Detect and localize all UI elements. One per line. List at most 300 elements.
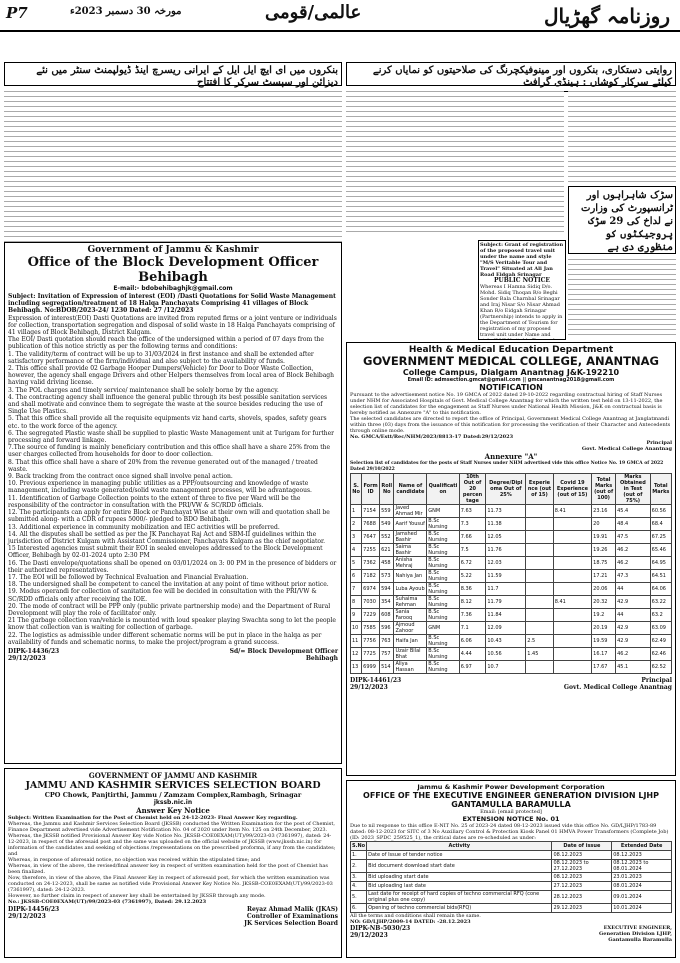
- annexure-caption: Selection list of candidates for the posts of Staff Nurses under NHM advertised vide this office Notice No. 19 GMCA of 2022 Dated 29/10/2022: [350, 461, 664, 472]
- gmc-cell: B.Sc Nursing: [427, 648, 459, 661]
- term-item: 4. The contracting agency shall influence the general public through its best possible sanitation services and shall motivate and convince them to segregate the waste at the source besides reducing the use of Single Use Plastics.: [8, 393, 328, 416]
- gmc-cell: 67.25: [650, 531, 671, 544]
- gmc-cell: 62.49: [650, 635, 671, 648]
- gmc-cell: 6.97: [459, 661, 486, 674]
- notice-title: Answer Key Notice: [136, 806, 210, 815]
- term-item: 5. That this office shall provide all the requisite equipments viz hand carts, shovels, spades, safety gears etc. to the work force of the agency.: [8, 415, 327, 430]
- pdd-cell: 10.01.2024: [612, 904, 672, 913]
- gmc-anantnag-notice: [346, 342, 676, 776]
- masthead-rule: [0, 30, 680, 32]
- gmc-cell: [526, 609, 553, 622]
- gmc-header-cell: Qualificati on: [427, 474, 459, 505]
- gmc-cell: 63.2: [650, 609, 671, 622]
- govt-title: Government of Jammu & Kashmir: [87, 245, 259, 255]
- notice-footer-2: [8, 655, 338, 662]
- gmc-cell: 62.52: [650, 661, 671, 674]
- gmc-cell: 7: [351, 583, 362, 596]
- urdu-headline-1: [346, 62, 676, 86]
- gmc-cell: 7.5: [459, 544, 486, 557]
- signatory-name: Reyaz Ahmad Malik (JKAS): [246, 906, 338, 913]
- gmc-cell: 18.75: [592, 557, 616, 570]
- gmc-cell: [553, 531, 591, 544]
- gmc-cell: [526, 531, 553, 544]
- pdd-cell: 1.: [351, 851, 367, 860]
- pdd-cell: 5.: [351, 891, 367, 904]
- gmc-cell: 9: [351, 609, 362, 622]
- gmc-cell: 12: [351, 648, 362, 661]
- gmc-cell: [526, 583, 553, 596]
- terms-intro: The EOI/ Dasti quotation should reach the office of the undersigned within a period of 07 days from the publication of this notice strictly as per the following terms and conditions:: [8, 336, 324, 351]
- table-row: [351, 505, 672, 518]
- gmc-cell: 10.43: [486, 635, 526, 648]
- gmc-cell: Aliya Hassan: [394, 661, 427, 674]
- signatory: Sd/= Block Development Officer: [229, 647, 338, 655]
- gmc-cell: [553, 557, 591, 570]
- pdd-cell: Bid document download start date: [367, 860, 552, 873]
- gmc-cell: 5.22: [459, 570, 486, 583]
- table-row: [351, 860, 672, 873]
- gmc-cell: Ajmoud Zahoor: [394, 622, 427, 635]
- gmc-cell: 20: [592, 518, 616, 531]
- gmc-cell: 549: [380, 518, 394, 531]
- notice-intro: Expression of interest(EOI) Dasti Quotations are invited from reputed firms or a joint venture or individuals for collection, transportation segregation and disposal of solid waste in 18 Halqa Panchayats comprising of 41 villages of Block Behibagh, District Kulgam.: [8, 314, 337, 337]
- dipk-number: DIPK-NB-5030/23: [350, 925, 411, 932]
- gmc-cell: 7725: [362, 648, 380, 661]
- issue-date: مورخہ 30 دسمبر 2023ء: [70, 6, 182, 17]
- extension-body: Due to nil response to this office E-NIT No. 25 of 2023-24 dated 08-12-2023 issued vide this office No. GD/LJHP/1783-89 dated: 08-12-2023 for SITC of 3 No Auxiliary Control & Protection Kiosk Panel 01 HMVA Power Transformers (Complete Job) (ID: 2023_SPDC_259525_1), the critical dates are re-scheduled as under:: [350, 823, 669, 841]
- college-email: Email ID: admsection.gmcat@gmail.com || gmcanantnag2018@gmail.com: [407, 377, 615, 383]
- gmc-cell: 6.06: [459, 635, 486, 648]
- term-item: 10. Previous experience in managing public utilities as a PPP/outsourcing and knowledge of waste management, including waste generated/solid waste management processes, will be advantageous.: [8, 480, 312, 495]
- gmc-header-cell: S. No: [351, 474, 362, 505]
- notification-title: NOTIFICATION: [479, 383, 543, 392]
- dipk-number: DIPK-14456/23: [8, 906, 60, 913]
- gmc-cell: 8.36: [459, 583, 486, 596]
- gmc-cell: B.Sc Nursing: [427, 544, 459, 557]
- gmc-cell: 19.91: [592, 531, 616, 544]
- term-item: 12. The participants can apply for entire Block or Panchayat Wise at their own will and quotation shall be submitted along- with a CDR of rupees 5000/- pledged to BDO Behibagh.: [8, 509, 330, 524]
- terms-list: [8, 351, 338, 646]
- office-title: Office of the Block Development Officer Behibagh: [27, 255, 319, 285]
- para-1: Whereas, the Jammu and Kashmir Services Selection Board (JKSSB) conducted the Written Examination for the post of Chemist, Finance Department advertised vide Advertisement Notification No. 04 of 2020 under Item No. 125 on 24th December, 2023.: [8, 821, 335, 833]
- gmc-cell: [553, 544, 591, 557]
- gmc-cell: 6999: [362, 661, 380, 674]
- principal-office-2: Govt. Medical College Anantnag: [563, 684, 672, 692]
- para-5: Now, therefore, in view of the above, the Final Answer Key in respect of aforesaid post, for which the written examination was conducted on 24-12-2023, shall be same as notified vide Provisional Answer Key Notice No. JKSSB-COE0EXAM(UT)/99/2023-03 (7361997), dated: 24-12-2023.: [8, 875, 333, 893]
- gmc-cell: 573: [380, 570, 394, 583]
- masthead: [0, 0, 680, 58]
- gmc-header-cell: 10th Out of 20 percen tage: [459, 474, 486, 505]
- gmc-cell: 20.06: [592, 583, 616, 596]
- section-title: عالمی/قومی: [265, 2, 362, 23]
- gmc-cell: 594: [380, 583, 394, 596]
- signatory-title: EXECUTIVE ENGINEER,: [603, 925, 672, 931]
- table-row: [351, 557, 672, 570]
- table-row: [351, 882, 672, 891]
- term-item: 11. Identification of Garbage Collection points to the extent of three to five per Ward will be the responsibility of the contractor in consultation with the PRI/VW & SC/RDD officials.: [8, 494, 301, 509]
- dipk-block: [350, 925, 410, 943]
- pdd-header-cell: Date of issue: [552, 842, 612, 851]
- urdu-headline-3: سڑک شاہراہوں اور ٹرانسپورٹ کی وزارت نے لداخ کی 29 سڑک پروجیکٹوں کو منظوری دی ہے: [568, 186, 676, 254]
- para-2: Whereas, the JKSSB notified Provisional Answer Key vide Notice No. JKSSB-COE0EXAM(UT)/99/2023-03 (7361997), dated: 24-12-2023, in respect of the aforesaid post and the same was uploaded on the official website of JKSSB (www.jkssb.nic.in) for information of the candidates and seeking of objections /representations on the prescribed proforma, if any from the candidates; and: [8, 833, 336, 857]
- gmc-cell: 2.5: [526, 635, 553, 648]
- table-row: [351, 544, 672, 557]
- notice-date: 29/12/2023: [350, 932, 388, 940]
- pdd-cell: Bid uploading last date: [367, 882, 552, 891]
- urdu-article-2-body: [4, 88, 342, 248]
- pdd-cell: 08.12.2023: [612, 851, 672, 860]
- gmc-cell: 46.2: [616, 648, 651, 661]
- gmc-cell: 7154: [362, 505, 380, 518]
- gmc-cell: 7585: [362, 622, 380, 635]
- extension-title: EXTENSION NOTICE No. 01: [462, 815, 560, 823]
- gmc-cell: [526, 505, 553, 518]
- gmc-cell: 7182: [362, 570, 380, 583]
- gmc-cell: 608: [380, 609, 394, 622]
- notice-date: 29/12/2023: [8, 655, 46, 663]
- urdu-article-1-body: [346, 88, 564, 233]
- gmc-cell: 7.3: [459, 518, 486, 531]
- gmc-cell: 11.76: [486, 544, 526, 557]
- gmc-cell: 7030: [362, 596, 380, 609]
- para-6: However, no further claim in respect of answer key shall be entertained by JKSSB through any mode.: [8, 893, 266, 899]
- term-item: 20. The mode of contract will be PPP only (public private partnership mode) and the Department of Rural Development will play the role of facilitator only.: [8, 602, 331, 617]
- gmc-cell: B.Sc Nursing: [427, 609, 459, 622]
- gmc-cell: 42.9: [616, 635, 651, 648]
- term-item: 14. All the disputes shall be settled as per the JK Panchayat Raj Act and SBM-II guidelines within the jurisdiction of District Kulgam with Assistant Commissioner, Panchayats Kulgam as the chief negotiator.: [8, 530, 326, 545]
- annexure-title: Annexure "A": [484, 452, 538, 461]
- term-item: 17. The EOI will be followed by Technical Evaluation and Financial Evaluation.: [8, 573, 249, 581]
- para-4: Whereas, in view of the above, the revised/final answer key in respect of written examination held for the post of Chemist has been finalized.: [8, 863, 328, 875]
- gmc-cell: 7255: [362, 544, 380, 557]
- pdd-header-cell: Activity: [367, 842, 552, 851]
- dipk-block: [8, 906, 59, 928]
- gmc-cell: B.Sc Nursing: [427, 557, 459, 570]
- gmc-cell: [526, 570, 553, 583]
- pdd-extension-notice: [346, 780, 676, 958]
- signature-block: [244, 906, 338, 928]
- gmc-cell: 46.2: [616, 544, 651, 557]
- gmc-cell: 559: [380, 505, 394, 518]
- gmc-cell: 6.72: [459, 557, 486, 570]
- gmc-cell: 5: [351, 557, 362, 570]
- gmc-cell: 354: [380, 596, 394, 609]
- pdd-cell: 27.12.2023: [552, 882, 612, 891]
- gmc-cell: [526, 544, 553, 557]
- gmc-cell: B.Sc Nursing: [427, 518, 459, 531]
- notification-body: Pursuant to the advertisement notice No. 19 GMCA of 2022 dated 29-10-2022 regarding contractual hiring of Staff Nurses under NHM for Associated Hospitals of Govt. Medical College Anantnag for which the written test held on 13-11-2022, the selection list of candidates for the engagement as Staff Nurses under National Health Mission, J&K on contractual basis is hereby notified as Annexure "A" to this notification.: [350, 392, 663, 416]
- gmc-cell: Nahiya Jan: [394, 570, 427, 583]
- gmc-cell: 621: [380, 544, 394, 557]
- gmc-cell: [526, 661, 553, 674]
- gmc-cell: 11.84: [486, 609, 526, 622]
- office-title: OFFICE OF THE EXECUTIVE ENGINEER GENERATION DIVISION LJHP GANTAMULLA BARAMULLA: [363, 791, 659, 809]
- gmc-cell: 8.41: [553, 596, 591, 609]
- notification-number: No. GMCA/Estt/Rec/NHM/2023/8813-17 Dated:29/12/2023: [350, 434, 514, 440]
- para-3: Whereas, in response of aforesaid notice, no objection was received within the stipulated time; and: [8, 857, 261, 863]
- table-row: [351, 570, 672, 583]
- signature-block: [599, 925, 672, 943]
- gmc-cell: 8.41: [553, 505, 591, 518]
- gmc-cell: Sania Farooq: [394, 609, 427, 622]
- gmc-cell: 19.26: [592, 544, 616, 557]
- gmc-cell: 47.3: [616, 570, 651, 583]
- gmc-cell: 23.16: [592, 505, 616, 518]
- signatory-office: JK Services Selection Board: [244, 920, 338, 928]
- gmc-cell: Haifa Jan: [394, 635, 427, 648]
- dates-table: [350, 841, 672, 913]
- table-row: [351, 531, 672, 544]
- pdd-cell: Opening of techno commercial bids(RFQ): [367, 904, 552, 913]
- gmc-cell: 19.59: [592, 635, 616, 648]
- notice-subject: Subject: Grant of registration of the proposed travel unit under the name and style "M/S Veritable Tour and Travel" Situated at Ali Jan Road Eidgah Srinagar: [480, 242, 564, 278]
- gmc-cell: 1: [351, 505, 362, 518]
- gmc-header-cell: Form ID: [362, 474, 380, 505]
- term-item: 16. The Dasti envelope/quotations shall be opened on 03/01/2024 on 3: 00 PM in the presence of bidders or their authorized representatives.: [8, 559, 337, 574]
- notice-subject: Subject: Invitation of Expression of interest (EOI) /Dasti Quotations for Solid Waste Management including segregation/treatment of 18 Halqa Panchayats Comprising 41 villages of Block Behibagh. No:BDOB/2023-24/ 1230 Dated: 27 /12/2023: [8, 293, 336, 315]
- board-title: JAMMU AND KASHMIR SERVICES SELECTION BOARD: [25, 780, 321, 791]
- dipk-number: DIPK-14461/23: [350, 677, 402, 684]
- gmc-cell: 48.4: [616, 518, 651, 531]
- gmc-cell: 44: [616, 609, 651, 622]
- pdd-cell: 4.: [351, 882, 367, 891]
- gmc-cell: [553, 661, 591, 674]
- bdo-behibagh-notice: [4, 242, 342, 764]
- gmc-cell: 12.09: [486, 622, 526, 635]
- gmc-cell: 7756: [362, 635, 380, 648]
- notice-subject: Subject: Written Examination for the Post of Chemist held on 24-12-2023- Final Answer Key regarding.: [8, 815, 298, 821]
- pdd-cell: 3.: [351, 873, 367, 882]
- pdd-cell: 23.01.2023: [612, 873, 672, 882]
- table-body: [351, 505, 672, 674]
- gmc-cell: 458: [380, 557, 394, 570]
- gmc-cell: 4: [351, 544, 362, 557]
- gmc-cell: 42.9: [616, 622, 651, 635]
- gmc-cell: [553, 648, 591, 661]
- gmc-cell: 17.67: [592, 661, 616, 674]
- gmc-cell: B.Sc Nursing: [427, 531, 459, 544]
- table-row: [351, 596, 672, 609]
- gmc-cell: [553, 622, 591, 635]
- pdd-cell: 08.12.2023 to 08.01.2024: [612, 860, 672, 873]
- term-item: 22. The logistics as admissible under different schematic norms will be put in place in the halqa as per availability of funds and schematic norms, to make the project/program a grand success.: [8, 631, 322, 646]
- gmc-cell: 13: [351, 661, 362, 674]
- table-row: [351, 661, 672, 674]
- gmc-cell: 552: [380, 531, 394, 544]
- gmc-cell: 64.06: [650, 583, 671, 596]
- term-item: 3. The POL charges and timely service/ maintenance shall be solely borne by the agency.: [8, 386, 279, 394]
- newspaper-logo: روزنامہ گھڑیال: [544, 4, 670, 28]
- gmc-cell: 7.1: [459, 622, 486, 635]
- principal-office: Govt. Medical College Anantnag: [581, 446, 672, 452]
- pdd-cell: 29.12.2023: [552, 904, 612, 913]
- gmc-cell: [553, 635, 591, 648]
- gmc-header-cell: Marks Obtained in Test (out of 75%): [616, 474, 651, 505]
- pdd-header-cell: S.No: [352, 843, 366, 849]
- gmc-header-cell: Name of candidate: [394, 474, 427, 505]
- signatory-place: Behibagh: [305, 655, 338, 663]
- gmc-cell: B.Sc Nursing: [427, 583, 459, 596]
- term-item: 19. Modus operandi for collection of sanitation fee will be decided in consultation with the PRI/VW & SC/RDD officials only after receiving the IOE.: [8, 588, 317, 603]
- gmc-cell: 63.09: [650, 622, 671, 635]
- govt-title: GOVERNMENT OF JAMMU AND KASHMIR: [88, 771, 258, 780]
- gmc-cell: 7647: [362, 531, 380, 544]
- pdd-header-cell: Extended Date: [612, 842, 672, 851]
- gmc-cell: 45.1: [616, 661, 651, 674]
- gmc-cell: Suhaima Rehman: [394, 596, 427, 609]
- public-notice-tourism: [478, 240, 566, 340]
- page-number: P7: [6, 4, 28, 22]
- notice-number: NO: GD/LJHP/2009-14 DATED: -28.12.2023: [350, 919, 471, 925]
- notice-date: 29/12/2023: [8, 913, 46, 921]
- gmc-cell: 7688: [362, 518, 380, 531]
- gmc-cell: 7.66: [459, 531, 486, 544]
- table-row: [351, 851, 672, 860]
- jkssb-footer: [8, 906, 338, 928]
- table-row: [351, 583, 672, 596]
- gmc-cell: 68.4: [650, 518, 671, 531]
- table-row: [351, 635, 672, 648]
- headline-text: روایتی دستکاری، بنکروں اور مینوفیکچرنگ کی صلاحیتوں کو نمایاں کرنے کیلئے سرکار کوشاں : ہینڈی گرافٹ: [347, 63, 675, 92]
- notification-body-2: The selected candidates are directed to report the office of Principal, Government Medical College Anantnag at Janglatmandi within three (03) days from the issuance of this notification for processing the verification of their Character and Antecedents through online mode.: [350, 416, 671, 434]
- gmc-cell: GNM: [427, 505, 459, 518]
- gmc-cell: 1.45: [526, 648, 553, 661]
- gmc-cell: 12.03: [486, 557, 526, 570]
- principal-sign: Principal: [646, 440, 672, 446]
- term-item: 21 The garbage collection van/vehicle is mounted with loud speaker playing Swachta song to let the people know that collection van is waiting for collection of garbage.: [8, 617, 336, 632]
- gmc-cell: 8.12: [459, 596, 486, 609]
- gmc-cell: 6974: [362, 583, 380, 596]
- gmc-header-cell: Degree/Dipl oma Out of 25%: [486, 474, 526, 505]
- table-row: [351, 873, 672, 882]
- pdd-cell: Last date for receipt of hard copies of techno commercial RFQ (cone original plus one copy): [367, 891, 552, 904]
- corp-title: Jammu & Kashmir Power Development Corporation: [417, 783, 605, 791]
- gmc-cell: 8: [351, 596, 362, 609]
- table-header-row: [351, 842, 672, 851]
- gmc-cell: 7.36: [459, 609, 486, 622]
- gmc-cell: 514: [380, 661, 394, 674]
- gmc-cell: [526, 557, 553, 570]
- gmc-footer: [350, 677, 672, 684]
- gmc-cell: 47.5: [616, 531, 651, 544]
- gmc-cell: [553, 570, 591, 583]
- gmc-cell: 20.19: [592, 622, 616, 635]
- table-body: [351, 851, 672, 913]
- term-item: 7.The source of funding is mainly beneficiary contribution and this office shall have a share 25% from the user charges collected from households for door to door collection.: [8, 444, 331, 459]
- gmc-cell: Jamshed Bashir: [394, 531, 427, 544]
- notice-body: Whereas I Hamna Sidiq D/o. Mohd. Sidiq Thoqan R/o Beghi Sonder Bala Charnbal Srinagar and Iraj Nisar S/o Nisar Ahmad Khan R/o Eidgah Srinagar (Partnership) intends to apply in the Department of Tourism for registration of my proposed travel unit under Name and: [480, 284, 563, 338]
- gmc-cell: 64.51: [650, 570, 671, 583]
- table-header-row: [351, 474, 672, 505]
- gmc-cell: 12.05: [486, 531, 526, 544]
- gmc-cell: 45.4: [616, 505, 651, 518]
- gmc-cell: [553, 609, 591, 622]
- gmc-cell: 2: [351, 518, 362, 531]
- gmc-cell: 16.17: [592, 648, 616, 661]
- dipk-number: DIPK-14436/23: [8, 647, 60, 655]
- principal-sign-2: Principal: [641, 677, 672, 684]
- office-email: Email: [email protected]: [480, 809, 542, 815]
- gmc-cell: Luba Ayoub: [394, 583, 427, 596]
- table-row: [351, 891, 672, 904]
- terms-note: All the terms and conditions shall remain the same.: [350, 913, 481, 919]
- office-email: E-mail:- bdobehibaghjk@gmail.com: [113, 285, 233, 292]
- gmc-cell: 763: [380, 635, 394, 648]
- pdd-cell: 08.12.2023 to 27.12.2023: [552, 860, 612, 873]
- gmc-header-cell: Roll No: [380, 474, 394, 505]
- gmc-cell: 11.79: [486, 596, 526, 609]
- headline-text: بنکروں میں ای ایچ ایل ایل کے ایرانی ریسرچ اینڈ ڈیولپمنٹ سنٹر میں نئے دیزائن اور سپسٹ سرکر کا افتتاح: [5, 63, 341, 92]
- notice-number: No.: JKSSB-COE0EXAM(UT)/99/2023-03 (7361997), Dated: 29.12.2023: [8, 899, 207, 905]
- pdd-cell: 6.: [351, 904, 367, 913]
- selection-table: [350, 473, 672, 674]
- college-name: GOVERNMENT MEDICAL COLLEGE, ANANTNAG: [363, 354, 659, 368]
- signatory-place: Gantamulla Baramulla: [608, 937, 672, 943]
- gmc-cell: 757: [380, 648, 394, 661]
- gmc-cell: [526, 518, 553, 531]
- table-row: [351, 609, 672, 622]
- table-row: [351, 622, 672, 635]
- gmc-cell: Uzair Bilal Bhat: [394, 648, 427, 661]
- gmc-cell: 20.32: [592, 596, 616, 609]
- gmc-cell: 60.56: [650, 505, 671, 518]
- gmc-cell: B.Sc Nursing: [427, 570, 459, 583]
- gmc-cell: 62.46: [650, 648, 671, 661]
- pdd-cell: 08.12.2023: [552, 851, 612, 860]
- gmc-cell: 3: [351, 531, 362, 544]
- gmc-cell: 6: [351, 570, 362, 583]
- pdd-cell: 28.12.2023: [552, 891, 612, 904]
- gmc-cell: 4.44: [459, 648, 486, 661]
- term-item: 1. The validity/term of contract will be up to 31/03/2024 in first instance and shall be extended after satisfactory performance of the firm/individual and also subject to the availability of funds.: [8, 350, 314, 365]
- pdd-footer: [350, 925, 672, 943]
- urdu-article-side: [568, 88, 676, 183]
- dept-title: Health & Medical Education Department: [408, 345, 614, 355]
- gmc-cell: 10: [351, 622, 362, 635]
- gmc-cell: 17.21: [592, 570, 616, 583]
- gmc-cell: Anisha Mehraj: [394, 557, 427, 570]
- signatory-title: Controller of Examinations: [246, 913, 338, 921]
- gmc-cell: 11.59: [486, 570, 526, 583]
- table-row: [351, 648, 672, 661]
- pdd-cell: 09.01.2024: [612, 891, 672, 904]
- gmc-cell: 42.9: [616, 596, 651, 609]
- pdd-cell: Bid uploading start date: [367, 873, 552, 882]
- gmc-header-cell: Covid 19 Experience (out of 15): [553, 474, 591, 505]
- gmc-cell: [526, 622, 553, 635]
- gmc-cell: 7.63: [459, 505, 486, 518]
- gmc-header-cell: Experie nce (out of 15): [526, 474, 553, 505]
- gmc-cell: B.Sc Nursing: [427, 635, 459, 648]
- board-address: CPO Chowk, Panjtirthi, Jammu / Zamzam Complex,Rambagh, Srinagar: [44, 791, 302, 799]
- gmc-cell: Saima Bashir: [394, 544, 427, 557]
- urdu-headline-2: [4, 62, 342, 86]
- gmc-cell: 11: [351, 635, 362, 648]
- term-item: 6. The segregated Plastic waste shall be supplied to plastic Waste Management unit at Turigam for further processing and forward linkage.: [8, 429, 335, 445]
- signatory-division: Generation Division LJHP,: [599, 931, 672, 937]
- gmc-cell: [526, 596, 553, 609]
- gmc-cell: Javed Ahmad Mir: [394, 505, 427, 518]
- gmc-cell: [553, 518, 591, 531]
- gmc-cell: B.Sc Nursing: [427, 596, 459, 609]
- gmc-cell: 19.2: [592, 609, 616, 622]
- gmc-cell: [553, 583, 591, 596]
- term-item: 13. Additional experience in community mobilization and IEC activities will be preferred.: [8, 523, 280, 531]
- notice-footer: [8, 648, 338, 655]
- jkssb-answer-key-notice: [4, 768, 342, 958]
- gmc-header-cell: Total Marks (out of 100): [592, 474, 616, 505]
- gmc-cell: 11.7: [486, 583, 526, 596]
